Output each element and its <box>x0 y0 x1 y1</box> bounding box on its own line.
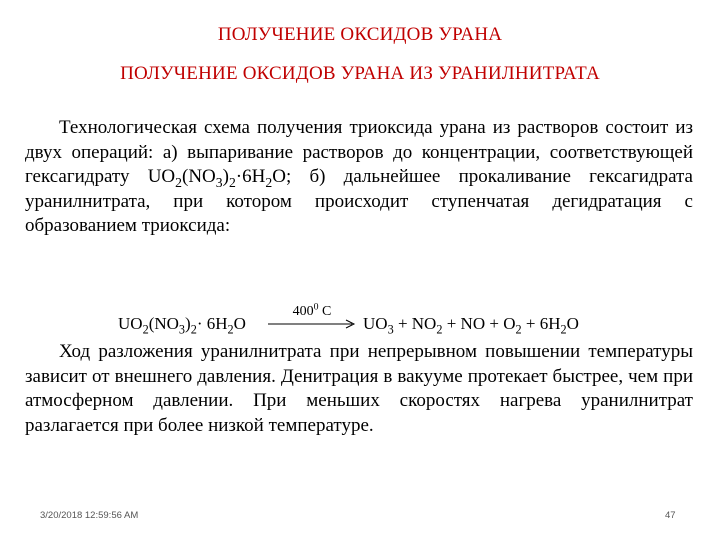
condition-temp: 400 <box>292 304 314 319</box>
eq-part: + 6H <box>521 314 561 333</box>
formula-part: ) <box>222 166 229 188</box>
eq-sub: 2 <box>560 322 567 337</box>
eq-part: + NO + O <box>442 314 516 333</box>
slide-subtitle: ПОЛУЧЕНИЕ ОКСИДОВ УРАНА ИЗ УРАНИЛНИТРАТА <box>120 63 600 84</box>
inline-formula <box>147 166 286 190</box>
condition-unit: C <box>318 304 332 319</box>
formula-sub: 2 <box>175 174 182 190</box>
formula-part: ·6H <box>235 166 266 188</box>
equation-products <box>363 314 579 337</box>
page-number: 47 <box>665 510 676 521</box>
eq-sub: 2 <box>190 322 197 337</box>
condition-degree: 0 <box>313 301 319 313</box>
eq-part: · 6H <box>196 314 228 333</box>
eq-sub: 2 <box>515 322 522 337</box>
paragraph-1-outro: ; б) дальнейшее прокаливание гексагидрата уранилнитрата, при котором происходит ступенчатая дегидратация с образованием триоксида: <box>25 166 693 237</box>
reaction-arrow <box>266 301 358 334</box>
formula-part: (NO <box>182 166 216 188</box>
paragraph-1-intro: Технологическая схема получения триоксида урана из растворов состоит из двух операций: а) выпаривание растворов до концентрации, соответствующей гексагидрату <box>25 117 693 188</box>
formula-sub: 3 <box>215 174 223 190</box>
eq-part: O <box>233 314 246 333</box>
eq-sub: 3 <box>178 322 186 337</box>
paragraph-2: Ход разложения уранилнитрата при непрерывном повышении температуры зависит от внешнего давления. Денитрация в вакууме протекает быстрее, чем при атмосферном давлении. При меньших скоростях нагрева уранилнитрат разлагается при более низкой температуре. <box>25 341 693 436</box>
formula-part: O <box>272 166 286 188</box>
arrow-icon <box>266 304 358 334</box>
eq-sub: 3 <box>387 322 394 337</box>
eq-sub: 2 <box>227 322 234 337</box>
formula-sub: 2 <box>228 174 236 190</box>
reaction-equation <box>118 300 638 340</box>
eq-part: (NO <box>148 314 179 333</box>
slide-title: ПОЛУЧЕНИЕ ОКСИДОВ УРАНА <box>217 24 503 45</box>
eq-part: + NO <box>393 314 437 333</box>
eq-part: O <box>566 314 579 333</box>
eq-sub: 2 <box>436 322 443 337</box>
eq-part: UO <box>118 314 143 333</box>
footer-date: 3/20/2018 12:59:56 AM <box>40 510 139 521</box>
paragraph-1 <box>25 116 693 239</box>
eq-part: ) <box>185 314 191 333</box>
eq-sub: 2 <box>142 322 149 337</box>
equation-reactants <box>118 314 246 337</box>
formula-part: UO <box>147 166 176 188</box>
formula-sub: 2 <box>265 174 273 190</box>
eq-part: UO <box>363 314 388 333</box>
